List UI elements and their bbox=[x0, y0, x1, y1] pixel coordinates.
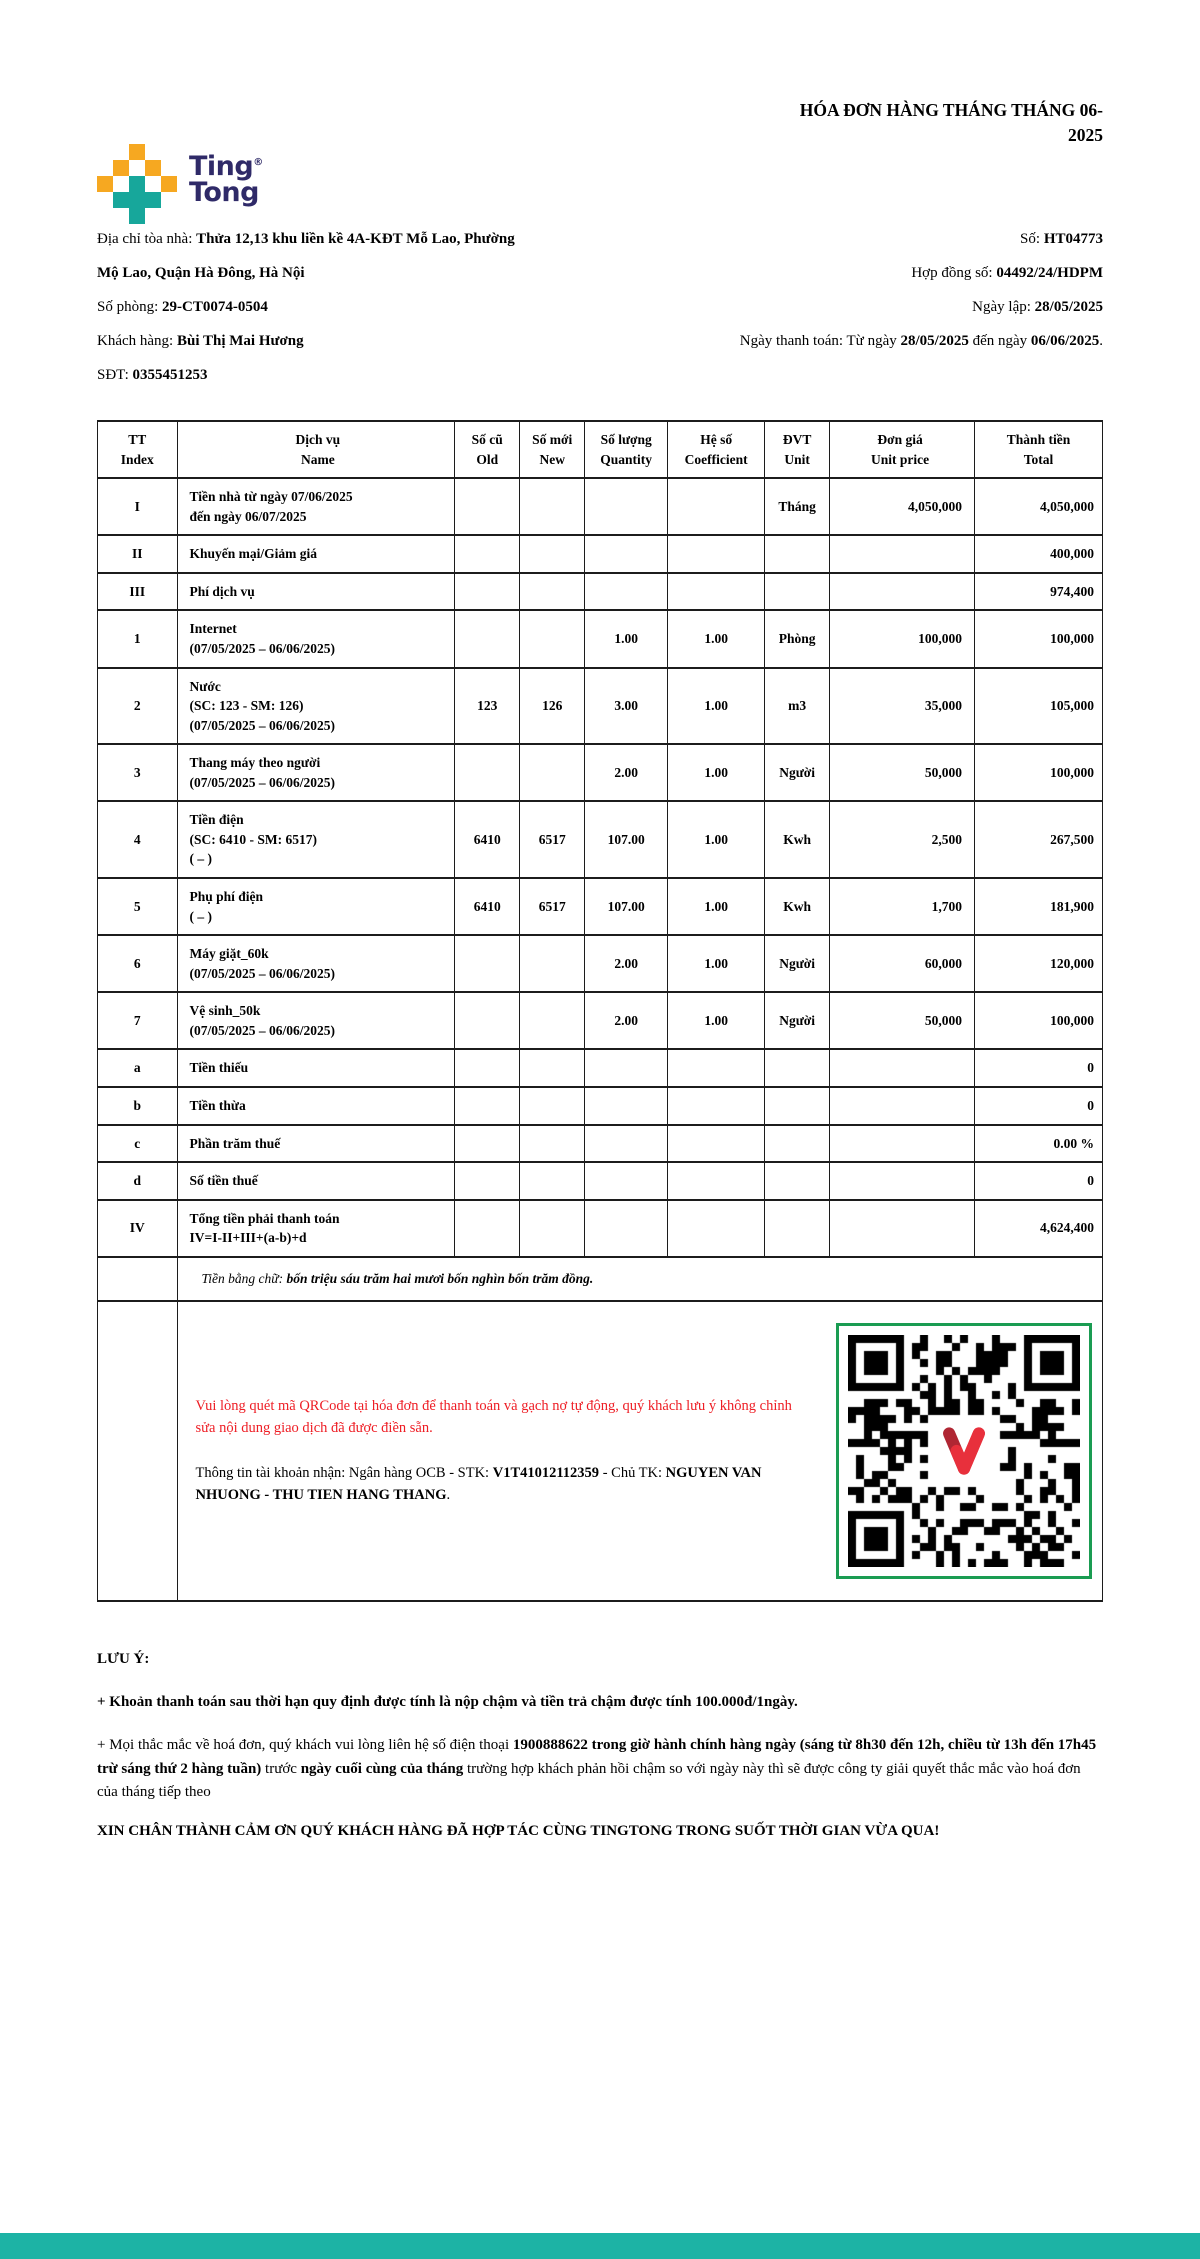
table-row bbox=[98, 935, 1103, 992]
column-header-qty: Số lượng Quantity bbox=[585, 421, 668, 478]
footer-bar bbox=[0, 2233, 1200, 2259]
cell-name: Vệ sinh_50k (07/05/2025 – 06/06/2025) bbox=[177, 992, 455, 1049]
tingtong-logo-icon bbox=[97, 144, 177, 224]
cell-qty bbox=[585, 1087, 668, 1125]
cell-old bbox=[455, 935, 520, 992]
cell-total: 181,900 bbox=[975, 878, 1103, 935]
qr-row bbox=[98, 1301, 1103, 1601]
cell-name: Nước (SC: 123 - SM: 126) (07/05/2025 – 06/06/2025) bbox=[177, 668, 455, 745]
cell-name: Khuyến mại/Giảm giá bbox=[177, 535, 455, 573]
column-header-name: Dịch vụ Name bbox=[177, 421, 455, 478]
page-title: HÓA ĐƠN HÀNG THÁNG THÁNG 06-2025 bbox=[799, 100, 1103, 146]
contract-number: Hợp đồng số: 04492/24/HDPM bbox=[911, 265, 1103, 281]
cell-tt: b bbox=[98, 1087, 178, 1125]
amount-in-words: Tiền bằng chữ: bốn triệu sáu trăm hai mươi bốn nghìn bốn trăm đồng. bbox=[177, 1257, 1103, 1301]
cell-name: Tiền thiếu bbox=[177, 1049, 455, 1087]
cell-price: 50,000 bbox=[830, 992, 975, 1049]
cell-coef bbox=[668, 1087, 765, 1125]
table-row bbox=[98, 744, 1103, 801]
cell-tt: II bbox=[98, 535, 178, 573]
invoice-table bbox=[97, 420, 1103, 1602]
payment-instructions bbox=[186, 1395, 806, 1507]
cell-tt: I bbox=[98, 478, 178, 535]
cell-tt: d bbox=[98, 1162, 178, 1200]
cell-qty: 2.00 bbox=[585, 935, 668, 992]
cell-new: 126 bbox=[520, 668, 585, 745]
cell-qty bbox=[585, 478, 668, 535]
cell-new bbox=[520, 610, 585, 667]
cell-name: Tiền thừa bbox=[177, 1087, 455, 1125]
v-logo-icon bbox=[937, 1424, 991, 1478]
cell-unit: Người bbox=[765, 744, 830, 801]
cell-coef bbox=[668, 1125, 765, 1163]
customer-name: Khách hàng: Bùi Thị Mai Hương bbox=[97, 333, 304, 349]
table-row bbox=[98, 1200, 1103, 1257]
cell-price bbox=[830, 1049, 975, 1087]
cell-unit bbox=[765, 1087, 830, 1125]
cell-old bbox=[455, 744, 520, 801]
footer-notes bbox=[97, 1648, 1103, 1844]
cell-total: 0.00 % bbox=[975, 1125, 1103, 1163]
cell-coef bbox=[668, 573, 765, 611]
info-row bbox=[97, 256, 1103, 290]
cell-qty: 107.00 bbox=[585, 878, 668, 935]
cell-coef bbox=[668, 478, 765, 535]
cell-total: 100,000 bbox=[975, 610, 1103, 667]
cell-price: 2,500 bbox=[830, 801, 975, 878]
cell-total: 267,500 bbox=[975, 801, 1103, 878]
column-header-total: Thành tiền Total bbox=[975, 421, 1103, 478]
cell-unit bbox=[765, 535, 830, 573]
cell-qty bbox=[585, 1200, 668, 1257]
cell-old bbox=[455, 1200, 520, 1257]
cell-new bbox=[520, 478, 585, 535]
cell-name: Tiền điện (SC: 6410 - SM: 6517) ( – ) bbox=[177, 801, 455, 878]
header bbox=[97, 98, 1103, 228]
cell-name: Số tiền thuế bbox=[177, 1162, 455, 1200]
thank-you-note: XIN CHÂN THÀNH CẢM ƠN QUÝ KHÁCH HÀNG ĐÃ HỢP TÁC CÙNG TINGTONG TRONG SUỐT THỜI GIAN VỪA QUA! bbox=[97, 1823, 940, 1839]
cell-total: 0 bbox=[975, 1162, 1103, 1200]
cell-name: Thang máy theo người (07/05/2025 – 06/06/2025) bbox=[177, 744, 455, 801]
cell-old bbox=[455, 478, 520, 535]
cell-tt: 1 bbox=[98, 610, 178, 667]
cell-total: 0 bbox=[975, 1049, 1103, 1087]
amount-in-words-row bbox=[98, 1257, 1103, 1301]
cell-old bbox=[455, 992, 520, 1049]
cell-old bbox=[455, 535, 520, 573]
cell-unit: Tháng bbox=[765, 478, 830, 535]
cell-qty: 3.00 bbox=[585, 668, 668, 745]
cell-name: Phụ phí điện ( – ) bbox=[177, 878, 455, 935]
cell-tt: 2 bbox=[98, 668, 178, 745]
room-number: Số phòng: 29-CT0074-0504 bbox=[97, 299, 268, 315]
cell-tt: a bbox=[98, 1049, 178, 1087]
qr-payment-cell bbox=[177, 1301, 1103, 1601]
account-info-text: Thông tin tài khoản nhận: Ngân hàng OCB - STK: V1T41012112359 - Chủ TK: NGUYEN VAN NHUONG - THU TIEN HANG THANG. bbox=[195, 1464, 762, 1504]
cell-coef: 1.00 bbox=[668, 992, 765, 1049]
cell-name: Phần trăm thuế bbox=[177, 1125, 455, 1163]
cell-price: 60,000 bbox=[830, 935, 975, 992]
building-address-line2: Mộ Lao, Quận Hà Đông, Hà Nội bbox=[97, 265, 305, 281]
info-row bbox=[97, 222, 1103, 256]
cell-tt: 7 bbox=[98, 992, 178, 1049]
cell-qty: 2.00 bbox=[585, 992, 668, 1049]
cell-coef: 1.00 bbox=[668, 668, 765, 745]
cell-tt: 6 bbox=[98, 935, 178, 992]
cell-unit: Phòng bbox=[765, 610, 830, 667]
info-row bbox=[97, 290, 1103, 324]
cell-tt: III bbox=[98, 573, 178, 611]
cell-price bbox=[830, 1200, 975, 1257]
cell-coef: 1.00 bbox=[668, 801, 765, 878]
cell-name: Tổng tiền phải thanh toán IV=I-II+III+(a-b)+d bbox=[177, 1200, 455, 1257]
cell-coef: 1.00 bbox=[668, 744, 765, 801]
cell-price: 35,000 bbox=[830, 668, 975, 745]
cell-name: Máy giặt_60k (07/05/2025 – 06/06/2025) bbox=[177, 935, 455, 992]
table-cell-spacer bbox=[98, 1301, 178, 1601]
cell-total: 4,624,400 bbox=[975, 1200, 1103, 1257]
cell-coef: 1.00 bbox=[668, 878, 765, 935]
cell-coef: 1.00 bbox=[668, 610, 765, 667]
info-row bbox=[97, 324, 1103, 358]
table-row bbox=[98, 573, 1103, 611]
cell-qty bbox=[585, 1049, 668, 1087]
column-header-coef: Hệ số Coefficient bbox=[668, 421, 765, 478]
cell-new bbox=[520, 1087, 585, 1125]
cell-coef bbox=[668, 1162, 765, 1200]
table-row bbox=[98, 878, 1103, 935]
tingtong-logo bbox=[97, 144, 263, 224]
payment-period: Ngày thanh toán: Từ ngày 28/05/2025 đến ngày 06/06/2025. bbox=[739, 333, 1103, 349]
column-header-old: Số cũ Old bbox=[455, 421, 520, 478]
registered-mark: ® bbox=[253, 157, 263, 168]
table-row bbox=[98, 1162, 1103, 1200]
cell-new bbox=[520, 992, 585, 1049]
cell-old: 6410 bbox=[455, 878, 520, 935]
cell-price: 50,000 bbox=[830, 744, 975, 801]
cell-old bbox=[455, 573, 520, 611]
table-row bbox=[98, 1087, 1103, 1125]
info-row bbox=[97, 358, 1103, 392]
table-row bbox=[98, 992, 1103, 1049]
cell-unit: Người bbox=[765, 992, 830, 1049]
column-header-new: Số mới New bbox=[520, 421, 585, 478]
cell-total: 400,000 bbox=[975, 535, 1103, 573]
cell-total: 4,050,000 bbox=[975, 478, 1103, 535]
cell-unit bbox=[765, 573, 830, 611]
cell-qty bbox=[585, 535, 668, 573]
cell-unit: Kwh bbox=[765, 878, 830, 935]
cell-new bbox=[520, 1162, 585, 1200]
cell-new bbox=[520, 935, 585, 992]
cell-new: 6517 bbox=[520, 801, 585, 878]
qr-code bbox=[836, 1323, 1092, 1579]
column-header-unit: ĐVT Unit bbox=[765, 421, 830, 478]
cell-qty bbox=[585, 1162, 668, 1200]
cell-coef: 1.00 bbox=[668, 935, 765, 992]
cell-price bbox=[830, 1087, 975, 1125]
cell-qty bbox=[585, 1125, 668, 1163]
cell-unit bbox=[765, 1162, 830, 1200]
building-address-line1: Địa chỉ tòa nhà: Thửa 12,13 khu liền kề 4A-KĐT Mỗ Lao, Phường bbox=[97, 231, 515, 247]
cell-total: 120,000 bbox=[975, 935, 1103, 992]
table-row bbox=[98, 668, 1103, 745]
qr-warning-text: Vui lòng quét mã QRCode tại hóa đơn để thanh toán và gạch nợ tự động, quý khách lưu ý không chỉnh sửa nội dung giao dịch đã được điền sẵn. bbox=[195, 1397, 792, 1437]
late-payment-note: + Khoản thanh toán sau thời hạn quy định được tính là nộp chậm và tiền trả chậm được tính 100.000đ/1ngày. bbox=[97, 1694, 798, 1710]
column-header-price: Đơn giá Unit price bbox=[830, 421, 975, 478]
cell-new bbox=[520, 1125, 585, 1163]
cell-new: 6517 bbox=[520, 878, 585, 935]
cell-old: 6410 bbox=[455, 801, 520, 878]
cell-old bbox=[455, 1049, 520, 1087]
cell-price bbox=[830, 535, 975, 573]
cell-coef bbox=[668, 1049, 765, 1087]
cell-new bbox=[520, 744, 585, 801]
cell-price bbox=[830, 573, 975, 611]
cell-tt: c bbox=[98, 1125, 178, 1163]
cell-coef bbox=[668, 1200, 765, 1257]
table-row bbox=[98, 1125, 1103, 1163]
issue-date: Ngày lập: 28/05/2025 bbox=[972, 299, 1103, 315]
cell-new bbox=[520, 535, 585, 573]
cell-unit bbox=[765, 1049, 830, 1087]
invoice-info bbox=[97, 222, 1103, 392]
cell-unit: m3 bbox=[765, 668, 830, 745]
cell-qty: 107.00 bbox=[585, 801, 668, 878]
table-header-row bbox=[98, 421, 1103, 478]
cell-price bbox=[830, 1125, 975, 1163]
table-row bbox=[98, 535, 1103, 573]
cell-new bbox=[520, 573, 585, 611]
cell-unit: Kwh bbox=[765, 801, 830, 878]
cell-price: 100,000 bbox=[830, 610, 975, 667]
cell-unit bbox=[765, 1200, 830, 1257]
cell-qty: 2.00 bbox=[585, 744, 668, 801]
cell-new bbox=[520, 1200, 585, 1257]
hotline-note: + Mọi thắc mắc về hoá đơn, quý khách vui lòng liên hệ số điện thoại 1900888622 trong giờ hành chính hàng ngày (sáng từ 8h30 đến 12h, chiều từ 13h đến 17h45 trừ sáng thứ 2 hàng tuần) trước ngày cuối cùng của tháng trường hợp khách phản hồi chậm so với ngày này thì sẽ được công ty giải quyết thắc mắc vào hoá đơn của tháng tiếp theo bbox=[97, 1737, 1097, 1800]
cell-total: 105,000 bbox=[975, 668, 1103, 745]
cell-old bbox=[455, 1162, 520, 1200]
table-row bbox=[98, 478, 1103, 535]
table-row bbox=[98, 610, 1103, 667]
cell-old bbox=[455, 1125, 520, 1163]
cell-name: Phí dịch vụ bbox=[177, 573, 455, 611]
cell-price bbox=[830, 1162, 975, 1200]
cell-new bbox=[520, 1049, 585, 1087]
cell-old bbox=[455, 1087, 520, 1125]
cell-unit bbox=[765, 1125, 830, 1163]
cell-price: 1,700 bbox=[830, 878, 975, 935]
cell-tt: 5 bbox=[98, 878, 178, 935]
table-row bbox=[98, 801, 1103, 878]
cell-price: 4,050,000 bbox=[830, 478, 975, 535]
notes-heading: LƯU Ý: bbox=[97, 1650, 150, 1667]
column-header-tt: TT Index bbox=[98, 421, 178, 478]
cell-total: 100,000 bbox=[975, 992, 1103, 1049]
cell-total: 974,400 bbox=[975, 573, 1103, 611]
cell-qty: 1.00 bbox=[585, 610, 668, 667]
cell-tt: IV bbox=[98, 1200, 178, 1257]
cell-total: 0 bbox=[975, 1087, 1103, 1125]
customer-phone: SĐT: 0355451253 bbox=[97, 367, 208, 383]
cell-unit: Người bbox=[765, 935, 830, 992]
invoice-number: Số: HT04773 bbox=[1020, 231, 1103, 247]
cell-coef bbox=[668, 535, 765, 573]
cell-total: 100,000 bbox=[975, 744, 1103, 801]
cell-tt: 3 bbox=[98, 744, 178, 801]
cell-name: Internet (07/05/2025 – 06/06/2025) bbox=[177, 610, 455, 667]
cell-old bbox=[455, 610, 520, 667]
cell-name: Tiền nhà từ ngày 07/06/2025 đến ngày 06/07/2025 bbox=[177, 478, 455, 535]
table-row bbox=[98, 1049, 1103, 1087]
tingtong-logo-text: Ting® Tong bbox=[189, 151, 263, 209]
cell-qty bbox=[585, 573, 668, 611]
table-cell-spacer bbox=[98, 1257, 178, 1301]
cell-old: 123 bbox=[455, 668, 520, 745]
cell-tt: 4 bbox=[98, 801, 178, 878]
